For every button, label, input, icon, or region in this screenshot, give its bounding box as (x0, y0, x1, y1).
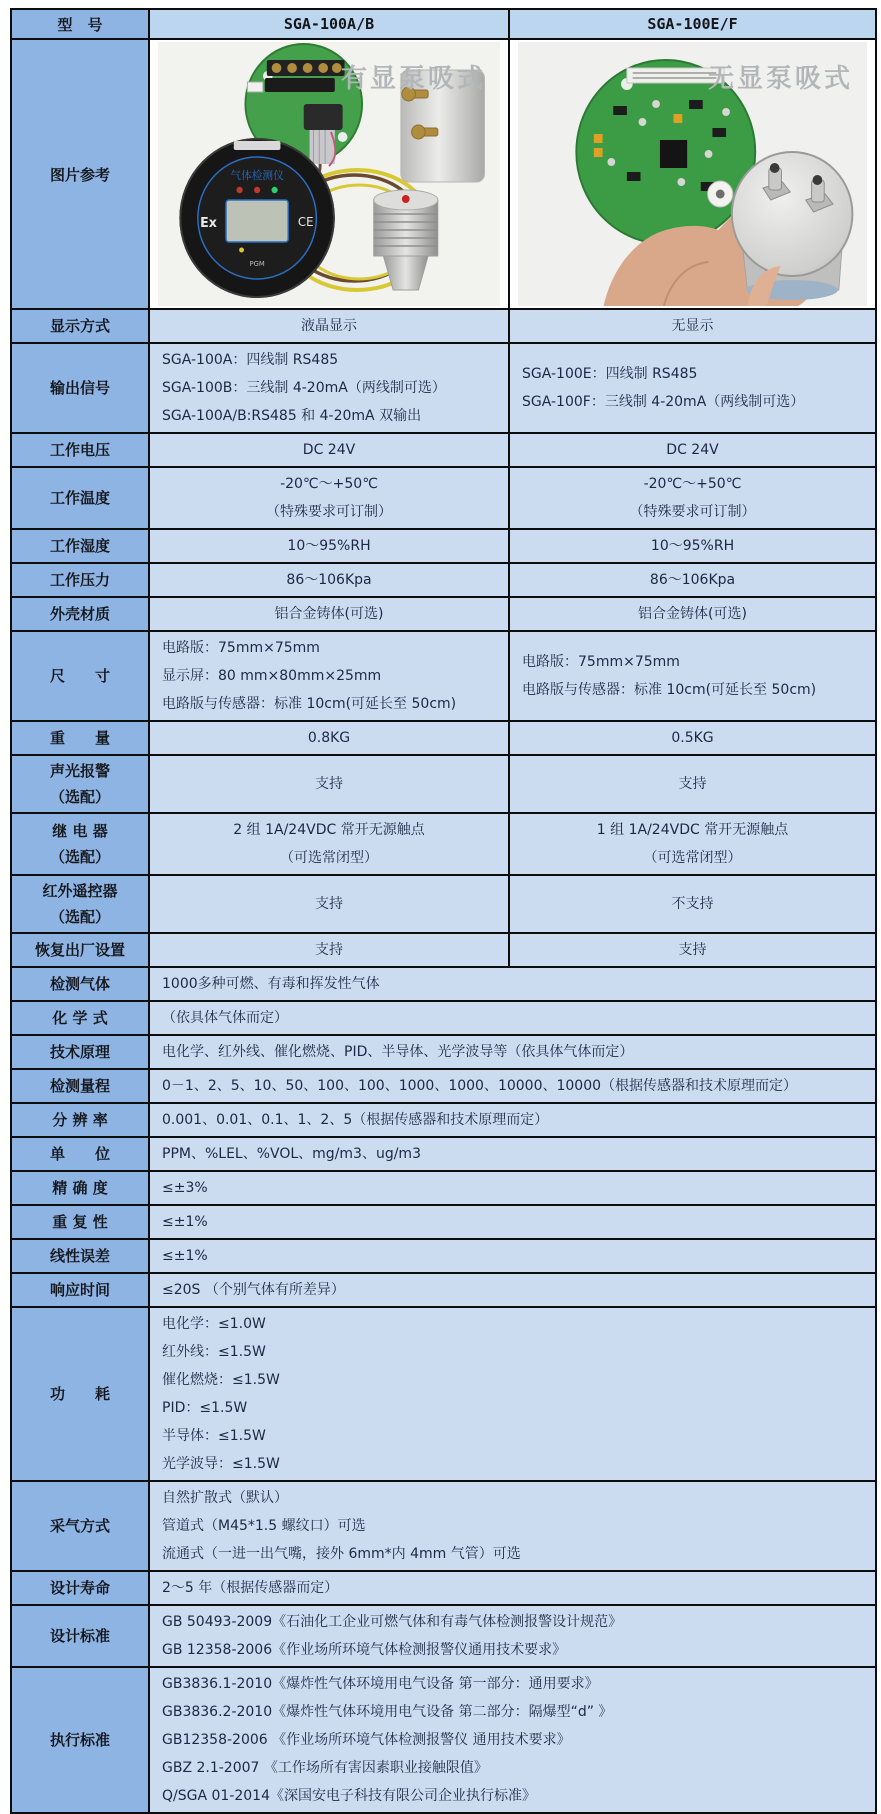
table-row (11, 1307, 876, 1481)
row-value: 电化学：≤1.0W 红外线：≤1.5W 催化燃烧：≤1.5W PID：≤1.5W 半导体：≤1.5W 光学波导：≤1.5W (149, 1307, 876, 1481)
row-label: 线性误差 (11, 1239, 149, 1273)
table-row (11, 1001, 876, 1035)
row-label: 设计标准 (11, 1605, 149, 1667)
row-value: 支持 (509, 755, 876, 813)
row-value: PPM、%LEL、%VOL、mg/m3、ug/m3 (149, 1137, 876, 1171)
model-header-label: 型 号 (11, 9, 149, 39)
table-row (11, 755, 876, 813)
row-label: 响应时间 (11, 1273, 149, 1307)
table-row (11, 813, 876, 875)
model-col-sga100ef: SGA-100E/F (509, 9, 876, 39)
product-photo-sga100ab (149, 39, 509, 309)
table-row (11, 433, 876, 467)
row-label: 分 辨 率 (11, 1103, 149, 1137)
sensor-cylinder (732, 152, 853, 300)
row-label: 重 量 (11, 721, 149, 755)
row-value: 支持 (149, 875, 509, 933)
photo-without-display-pump (518, 42, 867, 306)
photo-with-display-pump (158, 42, 500, 306)
row-label: 工作温度 (11, 467, 149, 529)
row-label: 检测量程 (11, 1069, 149, 1103)
row-value: 0－1、2、5、10、50、100、100、1000、1000、10000、10000（根据传感器和技术原理而定） (149, 1069, 876, 1103)
row-value: 86～106Kpa (509, 563, 876, 597)
row-value: 无显示 (509, 309, 876, 343)
header-row (11, 9, 876, 39)
row-value: 1 组 1A/24VDC 常开无源触点 （可选常闭型） (509, 813, 876, 875)
row-label: 声光报警 （选配） (11, 755, 149, 813)
row-value: 2 组 1A/24VDC 常开无源触点 （可选常闭型） (149, 813, 509, 875)
row-label: 技术原理 (11, 1035, 149, 1069)
table-row (11, 933, 876, 967)
watermark-pump-with-display: 有显泵吸式 (340, 64, 486, 94)
table-row (11, 309, 876, 343)
table-row (11, 529, 876, 563)
gauge-pgm-button: PGM (249, 259, 265, 269)
table-row (11, 875, 876, 933)
row-value: -20℃～+50℃ （特殊要求可订制） (509, 467, 876, 529)
row-value: ≤±1% (149, 1205, 876, 1239)
row-label: 红外遥控器 （选配） (11, 875, 149, 933)
row-value: 液晶显示 (149, 309, 509, 343)
table-row (11, 343, 876, 433)
row-label: 外壳材质 (11, 597, 149, 631)
row-value: （依具体气体而定） (149, 1001, 876, 1035)
row-value: GB3836.1-2010《爆炸性气体环境用电气设备 第一部分：通用要求》 GB3836.2-2010《爆炸性气体环境用电气设备 第二部分：隔爆型“d” 》 GB12358-2006 《作业场所环境气体检测报警仪 通用技术要求》 GBZ 2.1-2007 《工作场所有害因素职业接触限值》 Q/SGA 01-2014《深国安电子科技有限公司企业执行标准》 (149, 1667, 876, 1813)
row-value: 0.5KG (509, 721, 876, 755)
row-label: 检测气体 (11, 967, 149, 1001)
row-label: 精 确 度 (11, 1171, 149, 1205)
row-value: DC 24V (509, 433, 876, 467)
gauge-ce-mark: CE (297, 214, 314, 230)
row-label: 工作压力 (11, 563, 149, 597)
row-value: 86～106Kpa (149, 563, 509, 597)
table-row (11, 1103, 876, 1137)
table-row (11, 563, 876, 597)
row-label: 执行标准 (11, 1667, 149, 1813)
row-label: 输出信号 (11, 343, 149, 433)
lcd-gauge (179, 138, 334, 298)
row-value: GB 50493-2009《石油化工企业可燃气体和有毒气体检测报警设计规范》 GB 12358-2006《作业场所环境气体检测报警仪通用技术要求》 (149, 1605, 876, 1667)
spec-table (10, 8, 877, 1814)
row-value: 铝合金铸体(可选) (149, 597, 509, 631)
row-value: 0.8KG (149, 721, 509, 755)
row-label: 功 耗 (11, 1307, 149, 1481)
row-label: 尺 寸 (11, 631, 149, 721)
table-row (11, 967, 876, 1001)
watermark-pump-without-display: 无显泵吸式 (707, 64, 853, 94)
row-value: SGA-100E：四线制 RS485 SGA-100F：三线制 4-20mA（两线制可选） (509, 343, 876, 433)
row-value: 10～95%RH (149, 529, 509, 563)
row-value: ≤±1% (149, 1239, 876, 1273)
row-label: 工作湿度 (11, 529, 149, 563)
table-row (11, 1667, 876, 1813)
row-value: 2～5 年（根据传感器而定） (149, 1571, 876, 1605)
gauge-lcd-screen (226, 200, 288, 242)
product-photo-sga100ef (509, 39, 876, 309)
table-row (11, 1571, 876, 1605)
row-value: DC 24V (149, 433, 509, 467)
row-value: 不支持 (509, 875, 876, 933)
row-label: 恢复出厂设置 (11, 933, 149, 967)
row-label: 重 复 性 (11, 1205, 149, 1239)
table-row (11, 631, 876, 721)
row-value: 电化学、红外线、催化燃烧、PID、半导体、光学波导等（依具体气体而定） (149, 1035, 876, 1069)
row-label: 化 学 式 (11, 1001, 149, 1035)
spec-sheet (10, 8, 875, 1814)
row-label: 工作电压 (11, 433, 149, 467)
spec-rows (11, 309, 876, 1813)
table-row (11, 1273, 876, 1307)
row-value: 铝合金铸体(可选) (509, 597, 876, 631)
gauge-title-text: 气体检测仪 (230, 168, 284, 183)
row-value: -20℃～+50℃ （特殊要求可订制） (149, 467, 509, 529)
row-label: 单 位 (11, 1137, 149, 1171)
image-row (11, 39, 876, 309)
model-col-sga100ab: SGA-100A/B (149, 9, 509, 39)
table-row (11, 721, 876, 755)
row-value: 自然扩散式（默认） 管道式（M45*1.5 螺纹口）可选 流通式（一进一出气嘴，接外 6mm*内 4mm 气管）可选 (149, 1481, 876, 1571)
table-row (11, 597, 876, 631)
table-row (11, 1069, 876, 1103)
gauge-ex-mark: Ex (200, 215, 217, 232)
row-value: 支持 (509, 933, 876, 967)
row-value: 1000多种可燃、有毒和挥发性气体 (149, 967, 876, 1001)
row-value: 电路版：75mm×75mm 显示屏：80 mm×80mm×25mm 电路版与传感器：标准 10cm(可延长至 50cm) (149, 631, 509, 721)
row-value: 支持 (149, 933, 509, 967)
row-value: 支持 (149, 755, 509, 813)
row-label: 采气方式 (11, 1481, 149, 1571)
row-label: 继 电 器 （选配） (11, 813, 149, 875)
table-row (11, 1205, 876, 1239)
row-label: 显示方式 (11, 309, 149, 343)
row-label: 设计寿命 (11, 1571, 149, 1605)
table-row (11, 1171, 876, 1205)
row-value: ≤20S （个别气体有所差异） (149, 1273, 876, 1307)
table-row (11, 1239, 876, 1273)
image-row-label: 图片参考 (11, 39, 149, 309)
row-value: 0.001、0.01、0.1、1、2、5（根据传感器和技术原理而定） (149, 1103, 876, 1137)
table-row (11, 467, 876, 529)
row-value: 电路版：75mm×75mm 电路版与传感器：标准 10cm(可延长至 50cm) (509, 631, 876, 721)
table-row (11, 1137, 876, 1171)
table-row (11, 1035, 876, 1069)
table-row (11, 1605, 876, 1667)
row-value: SGA-100A：四线制 RS485 SGA-100B：三线制 4-20mA（两线制可选） SGA-100A/B:RS485 和 4-20mA 双输出 (149, 343, 509, 433)
table-row (11, 1481, 876, 1571)
row-value: 10～95%RH (509, 529, 876, 563)
row-value: ≤±3% (149, 1171, 876, 1205)
